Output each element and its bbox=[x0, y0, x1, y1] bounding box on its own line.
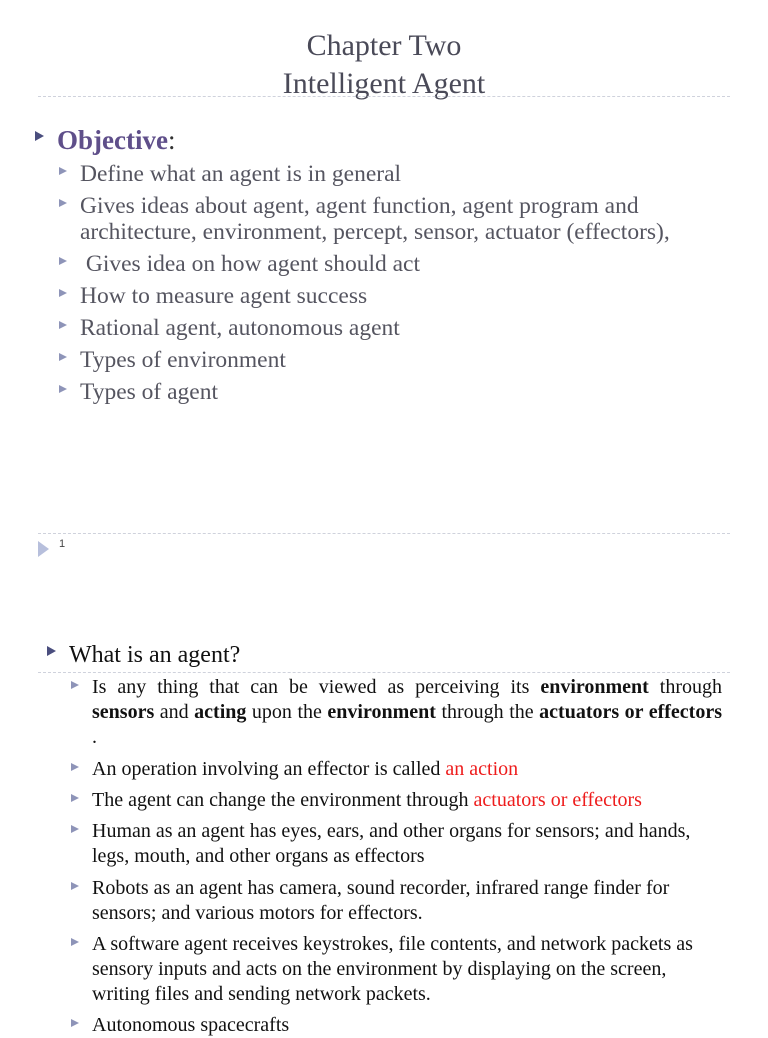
heading-divider bbox=[38, 672, 730, 673]
slide-marker-icon bbox=[38, 541, 49, 557]
bullet-triangle-icon bbox=[59, 385, 67, 393]
title-divider bbox=[38, 96, 730, 97]
objective-item: Gives ideas about agent, agent function, agent program and architecture, environment, percept, sensor, actuator (effectors), bbox=[80, 193, 670, 245]
bullet-triangle-icon bbox=[47, 646, 56, 656]
agent-bullet: Autonomous spacecrafts bbox=[92, 1014, 290, 1036]
bullet-triangle-icon bbox=[59, 353, 67, 361]
objective-item: Rational agent, autonomous agent bbox=[80, 315, 400, 341]
objective-heading: Objective: bbox=[57, 125, 176, 155]
bullet-triangle-icon bbox=[71, 882, 79, 890]
agent-bullet: Human as an agent has eyes, ears, and other organs for sensors; and hands, legs, mouth, and other organs as effectors bbox=[92, 820, 691, 867]
objective-item: Types of environment bbox=[80, 347, 286, 373]
bullet-triangle-icon bbox=[71, 825, 79, 833]
objective-item: How to measure agent success bbox=[80, 283, 368, 309]
agent-bullet: Robots as an agent has camera, sound recorder, infrared range finder for sensors; and various motors for effectors. bbox=[92, 877, 670, 924]
bullet-triangle-icon bbox=[71, 763, 79, 771]
footer-divider bbox=[38, 533, 730, 534]
objective-item: Define what an agent is in general bbox=[80, 161, 402, 187]
bullet-triangle-icon bbox=[71, 938, 79, 946]
slide-title-line-2: Intelligent Agent bbox=[282, 67, 486, 100]
bullet-triangle-icon bbox=[59, 199, 67, 207]
page-number: 1 bbox=[59, 538, 66, 550]
agent-bullet: A software agent receives keystrokes, file contents, and network packets as sensory inputs and acts on the environment by displaying on the screen, writing files and sending network packets. bbox=[92, 933, 693, 1005]
objective-item: Types of agent bbox=[80, 379, 219, 405]
bullet-triangle-icon bbox=[59, 289, 67, 297]
bullet-triangle-icon bbox=[71, 681, 79, 689]
bullet-triangle-icon bbox=[71, 794, 79, 802]
objective-item: Gives idea on how agent should act bbox=[80, 251, 421, 277]
agent-definition: Is any thing that can be viewed as perceiving its environment through sensors and acting upon the environment through the actuators or effectors . bbox=[92, 676, 722, 748]
bullet-triangle-icon bbox=[59, 321, 67, 329]
slide-title-line-1: Chapter Two bbox=[306, 29, 462, 62]
agent-bullet: An operation involving an effector is called an action bbox=[92, 758, 519, 780]
bullet-triangle-icon bbox=[59, 257, 67, 265]
bullet-triangle-icon bbox=[71, 1019, 79, 1027]
agent-bullet: The agent can change the environment through actuators or effectors bbox=[92, 789, 642, 811]
bullet-triangle-icon bbox=[59, 167, 67, 175]
bullet-triangle-icon bbox=[35, 131, 44, 141]
slide-heading: What is an agent? bbox=[69, 642, 241, 668]
